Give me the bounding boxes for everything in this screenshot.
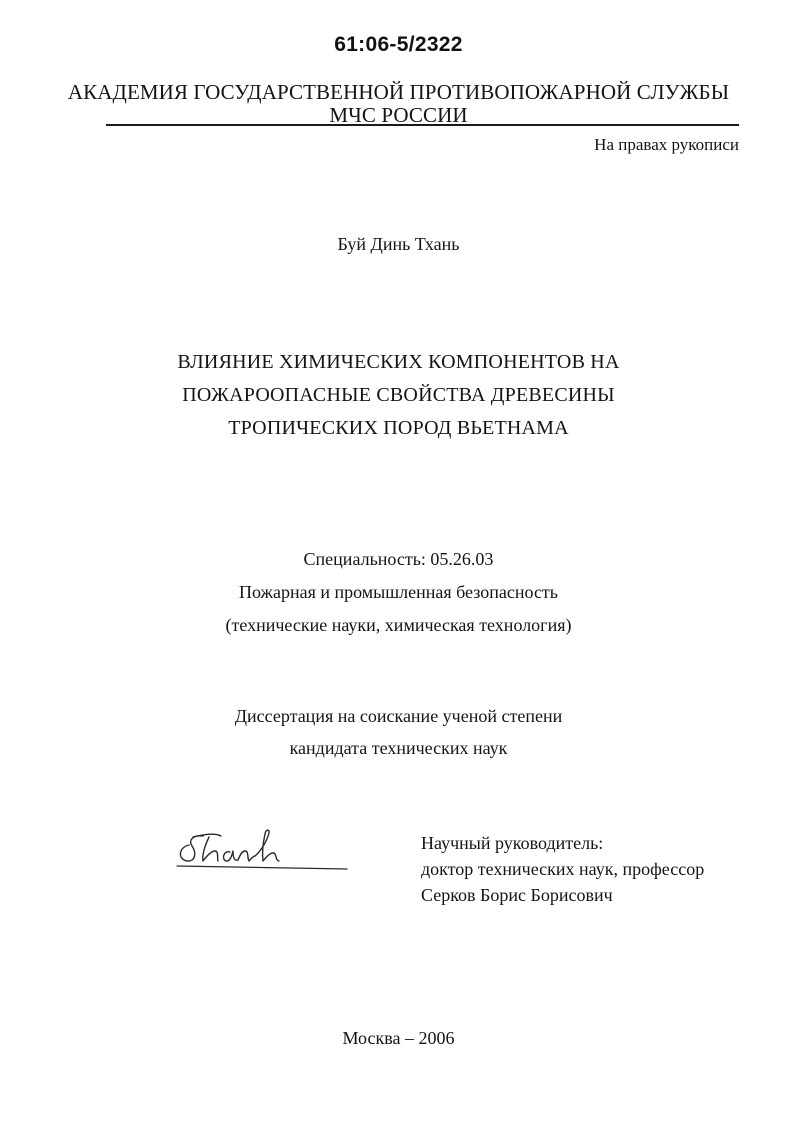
author-signature bbox=[175, 815, 350, 880]
organization-name: АКАДЕМИЯ ГОСУДАРСТВЕННОЙ ПРОТИВОПОЖАРНОЙ СЛУЖБЫ bbox=[67, 80, 730, 104]
header-divider bbox=[106, 124, 739, 126]
supervisor-label: Научный руководитель: bbox=[421, 833, 604, 853]
supervisor-block bbox=[421, 830, 704, 908]
place-and-year: Москва – 2006 bbox=[342, 1028, 455, 1048]
author-name: Буй Динь Тхань bbox=[337, 234, 460, 254]
thesis-title-line-3: ТРОПИЧЕСКИХ ПОРОД ВЬЕТНАМА bbox=[228, 417, 569, 439]
manuscript-rights-note: На правах рукописи bbox=[594, 135, 739, 154]
archive-code: 61:06-5/2322 bbox=[334, 33, 463, 56]
supervisor-credentials: доктор технических наук, профессор bbox=[421, 859, 705, 879]
specialty-name: Пожарная и промышленная безопасность bbox=[238, 582, 559, 602]
organization-ministry: МЧС РОССИИ bbox=[329, 103, 468, 127]
thesis-title-line-1: ВЛИЯНИЕ ХИМИЧЕСКИХ КОМПОНЕНТОВ НА bbox=[177, 351, 620, 373]
specialty-code: Специальность: 05.26.03 bbox=[303, 549, 494, 569]
thesis-title-line-2: ПОЖАРООПАСНЫЕ СВОЙСТВА ДРЕВЕСИНЫ bbox=[182, 384, 615, 406]
degree-line-1: Диссертация на соискание ученой степени bbox=[234, 706, 563, 726]
degree-line-2: кандидата технических наук bbox=[289, 738, 508, 758]
specialty-fields: (технические науки, химическая технология) bbox=[225, 615, 572, 635]
supervisor-name: Серков Борис Борисович bbox=[421, 885, 613, 905]
